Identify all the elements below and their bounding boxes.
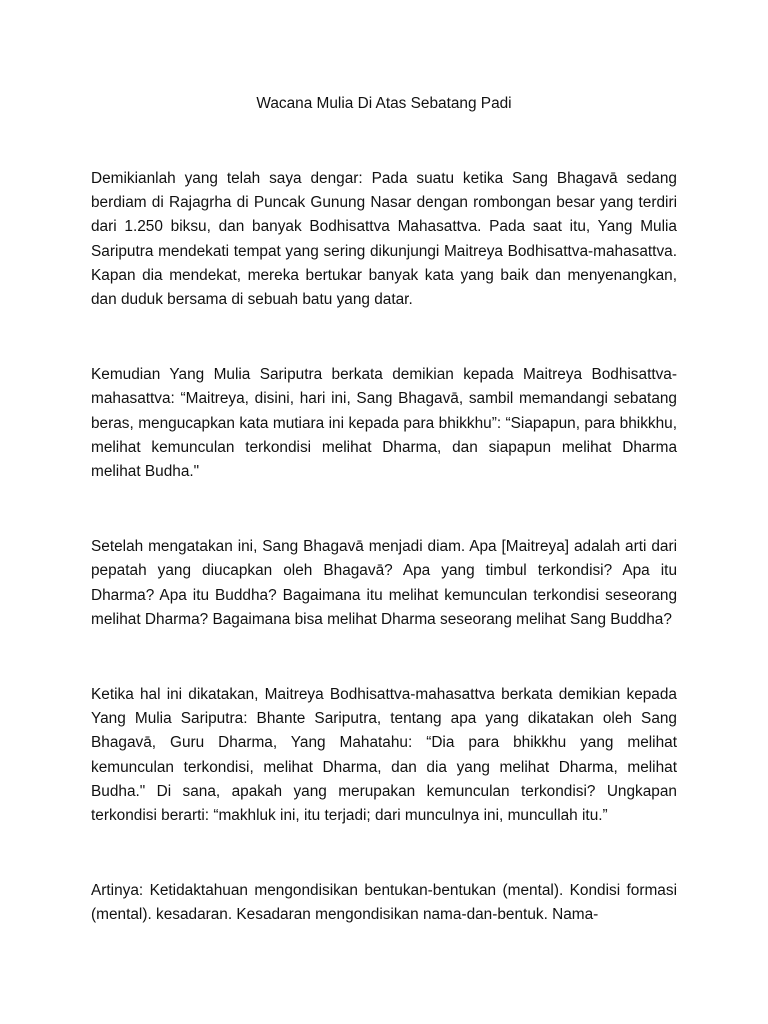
paragraph-4: Ketika hal ini dikatakan, Maitreya Bodhisattva-mahasattva berkata demikian kepada Yang Mulia Sariputra: Bhante Sariputra, tentang apa yang dikatakan oleh Sang Bhagavā, Guru Dharma, Yang Mahatahu: “Dia para bhikkhu yang melihat kemunculan terkondisi, melihat Dharma, dan dia yang melihat Dharma, melihat Budha." Di sana, apakah yang merupakan kemunculan terkondisi? Ungkapan terkondisi berarti: “makhluk ini, itu terjadi; dari munculnya ini, muncullah itu.” [91,686,677,825]
paragraph-3: Setelah mengatakan ini, Sang Bhagavā menjadi diam. Apa [Maitreya] adalah arti dari pepatah yang diucapkan oleh Bhagavā? Apa yang timbul terkondisi? Apa itu Dharma? Apa itu Buddha? Bagaimana itu melihat kemunculan terkondisi seseorang melihat Dharma? Bagaimana bisa melihat Dharma seseorang melihat Sang Buddha? [91,538,677,628]
paragraph-1: Demikianlah yang telah saya dengar: Pada suatu ketika Sang Bhagavā sedang berdiam di Rajagrha di Puncak Gunung Nasar dengan rombongan besar yang terdiri dari 1.250 biksu, dan banyak Bodhisattva Mahasattva. Pada saat itu, Yang Mulia Sariputra mendekati tempat yang sering dikunjungi Maitreya Bodhisattva-mahasattva. Kapan dia mendekat, mereka bertukar banyak kata yang baik dan menyenangkan, dan duduk bersama di sebuah batu yang datar. [91,170,677,309]
paragraph-5: Artinya: Ketidaktahuan mengondisikan bentukan-bentukan (mental). Kondisi formasi (mental). kesadaran. Kesadaran mengondisikan nama-dan-bentuk. Nama- [91,882,677,924]
paragraph-2: Kemudian Yang Mulia Sariputra berkata demikian kepada Maitreya Bodhisattva-mahasattva: “Maitreya, disini, hari ini, Sang Bhagavā, sambil memandangi sebatang beras, mengucapkan kata mutiara ini kepada para bhikkhu”: “Siapapun, para bhikkhu, melihat kemunculan terkondisi melihat Dharma, dan siapapun melihat Dharma melihat Budha." [91,366,677,481]
document-title: Wacana Mulia Di Atas Sebatang Padi [256,95,512,112]
